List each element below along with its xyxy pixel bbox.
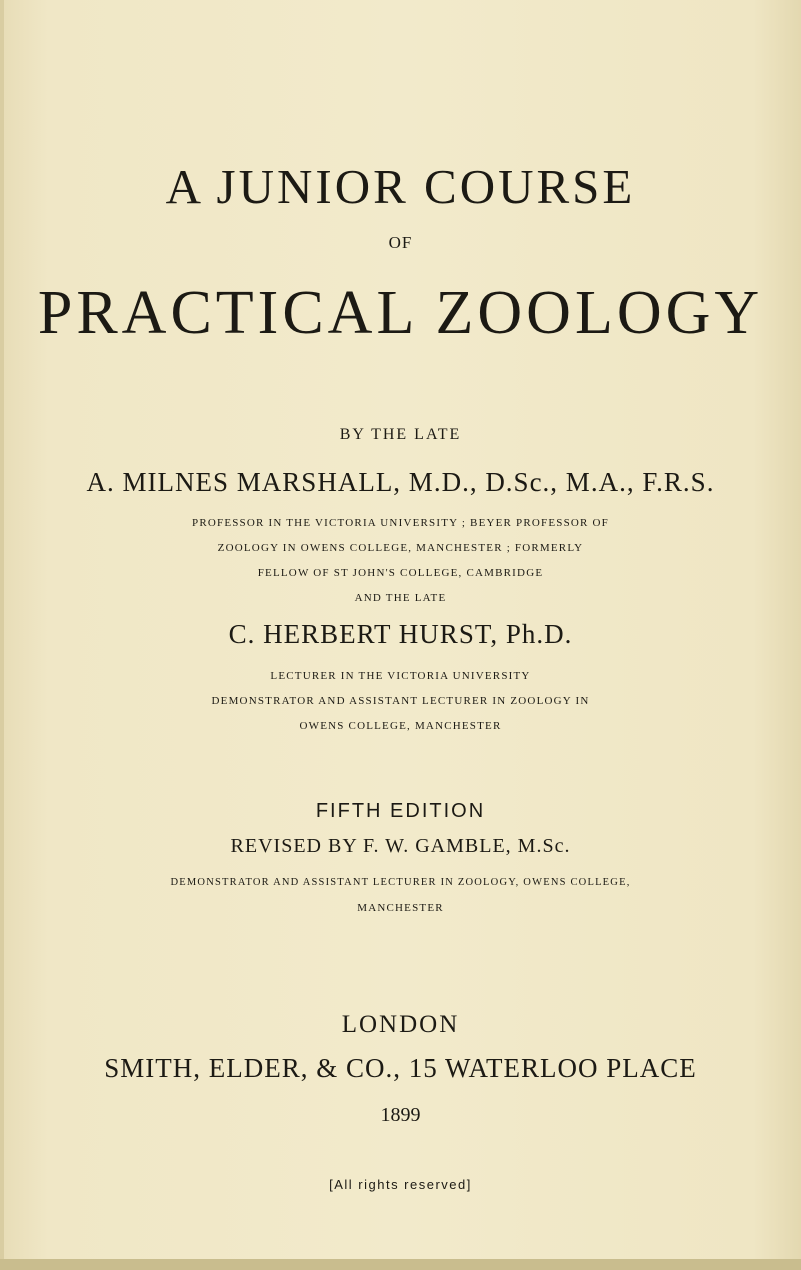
author-1-desc-line: ZOOLOGY IN OWENS COLLEGE, MANCHESTER ; FORMERLY bbox=[217, 542, 584, 554]
and-the-late: AND THE LATE bbox=[354, 592, 447, 604]
author-2-name: C. HERBERT HURST, Ph.D. bbox=[228, 619, 573, 649]
author-2-desc-line: LECTURER IN THE VICTORIA UNIVERSITY bbox=[270, 670, 531, 682]
publisher-city: LONDON bbox=[341, 1011, 460, 1038]
edition: FIFTH EDITION bbox=[315, 800, 486, 822]
rights-notice: [All rights reserved] bbox=[329, 1177, 472, 1192]
revised-by: REVISED BY F. W. GAMBLE, M.Sc. bbox=[230, 835, 571, 857]
title-line-1: A JUNIOR COURSE bbox=[165, 159, 636, 214]
publisher-name: SMITH, ELDER, & CO., 15 WATERLOO PLACE bbox=[104, 1053, 697, 1083]
author-2-desc-line: DEMONSTRATOR AND ASSISTANT LECTURER IN ZOOLOGY IN bbox=[211, 695, 590, 707]
publication-year: 1899 bbox=[380, 1104, 421, 1126]
reviser-desc-line: DEMONSTRATOR AND ASSISTANT LECTURER IN ZOOLOGY, OWENS COLLEGE, bbox=[170, 877, 631, 888]
title-line-3: PRACTICAL ZOOLOGY bbox=[37, 279, 764, 347]
author-1-desc-line: PROFESSOR IN THE VICTORIA UNIVERSITY ; BEYER PROFESSOR OF bbox=[192, 517, 609, 529]
byline: BY THE LATE bbox=[339, 426, 462, 443]
bottom-edge bbox=[0, 1259, 801, 1270]
reviser-desc-line: MANCHESTER bbox=[357, 902, 444, 914]
author-1-desc-line: FELLOW OF ST JOHN'S COLLEGE, CAMBRIDGE bbox=[257, 567, 544, 579]
author-2-desc-line: OWENS COLLEGE, MANCHESTER bbox=[299, 720, 502, 732]
title-line-2: OF bbox=[388, 233, 413, 252]
author-1-name: A. MILNES MARSHALL, M.D., D.Sc., M.A., F.R.S. bbox=[86, 467, 715, 497]
